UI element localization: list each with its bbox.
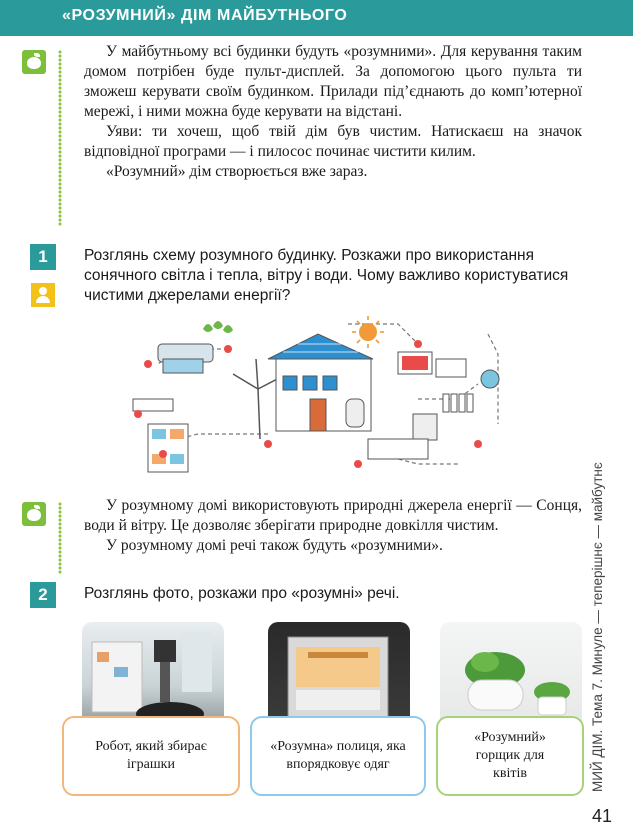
robot-photo <box>82 622 224 730</box>
chapter-sidebar-text: МИЙ ДІМ. Тема 7. Минуле — теперішнє — майбутнє <box>590 462 605 792</box>
plant-icon <box>203 321 233 333</box>
person-icon <box>31 283 55 307</box>
task1-text <box>84 246 584 306</box>
task-number-badge: 2 <box>30 582 56 608</box>
house-icon <box>268 334 373 431</box>
task-number-badge: 1 <box>30 244 56 270</box>
middle-paragraph: У розумному домі речі також будуть «розумними». <box>106 537 443 554</box>
photo-caption <box>436 716 584 796</box>
intro-paragraph: Уяви: ти хочеш, щоб твій дім був чистим. Натискаєш на значок відповідної програми — і пилосос починає чистити килим. <box>84 123 582 160</box>
dotted-margin-line <box>58 502 62 574</box>
intro-text <box>84 42 582 182</box>
photo-caption <box>62 716 240 796</box>
plant-pot-photo <box>440 622 582 730</box>
apple-icon <box>22 502 46 526</box>
middle-paragraph: У розумному домі використовують природні джерела енергії — Сонця, води й вітру. Це дозволяє зберігати природне довкілля чистим. <box>84 497 582 534</box>
task2-question: Розглянь фото, розкажи про «розумні» речі. <box>84 585 400 602</box>
caption-text: «Розумна» полиця, яка впорядковує одяг <box>270 739 406 772</box>
page-number: 41 <box>592 806 613 826</box>
smart-house-diagram <box>118 314 518 484</box>
section-title: «РОЗУМНИЙ» ДІМ МАЙБУТНЬОГО <box>62 7 348 24</box>
shelf-photo <box>268 622 410 730</box>
sun-icon <box>352 316 384 348</box>
photo-caption <box>250 716 426 796</box>
task1-question: Розглянь схему розумного будинку. Розкажи про використання сонячного світла і тепла, вітру і води. Чому важливо користуватися чистими джерелами енергії? <box>84 247 569 304</box>
section-header <box>0 0 633 36</box>
caption-text: «Розумний» горщик для квітів <box>474 730 546 781</box>
intro-paragraph: У майбутньому всі будинки будуть «розумними». Для керування таким домом потрібен буде пульт-дисплей. За допомогою цього пульта ти зможеш керувати своїм будинком. Прилади під’єднають до комп’ютерної мережі, і ними можна буде керувати на відстані. <box>84 43 582 120</box>
middle-text <box>84 496 582 556</box>
caption-text: Робот, який збирає іграшки <box>95 739 207 772</box>
task2-text <box>84 584 584 604</box>
dotted-margin-line <box>58 50 62 226</box>
intro-paragraph: «Розумний» дім створюється вже зараз. <box>106 163 368 180</box>
apple-icon <box>22 50 46 74</box>
